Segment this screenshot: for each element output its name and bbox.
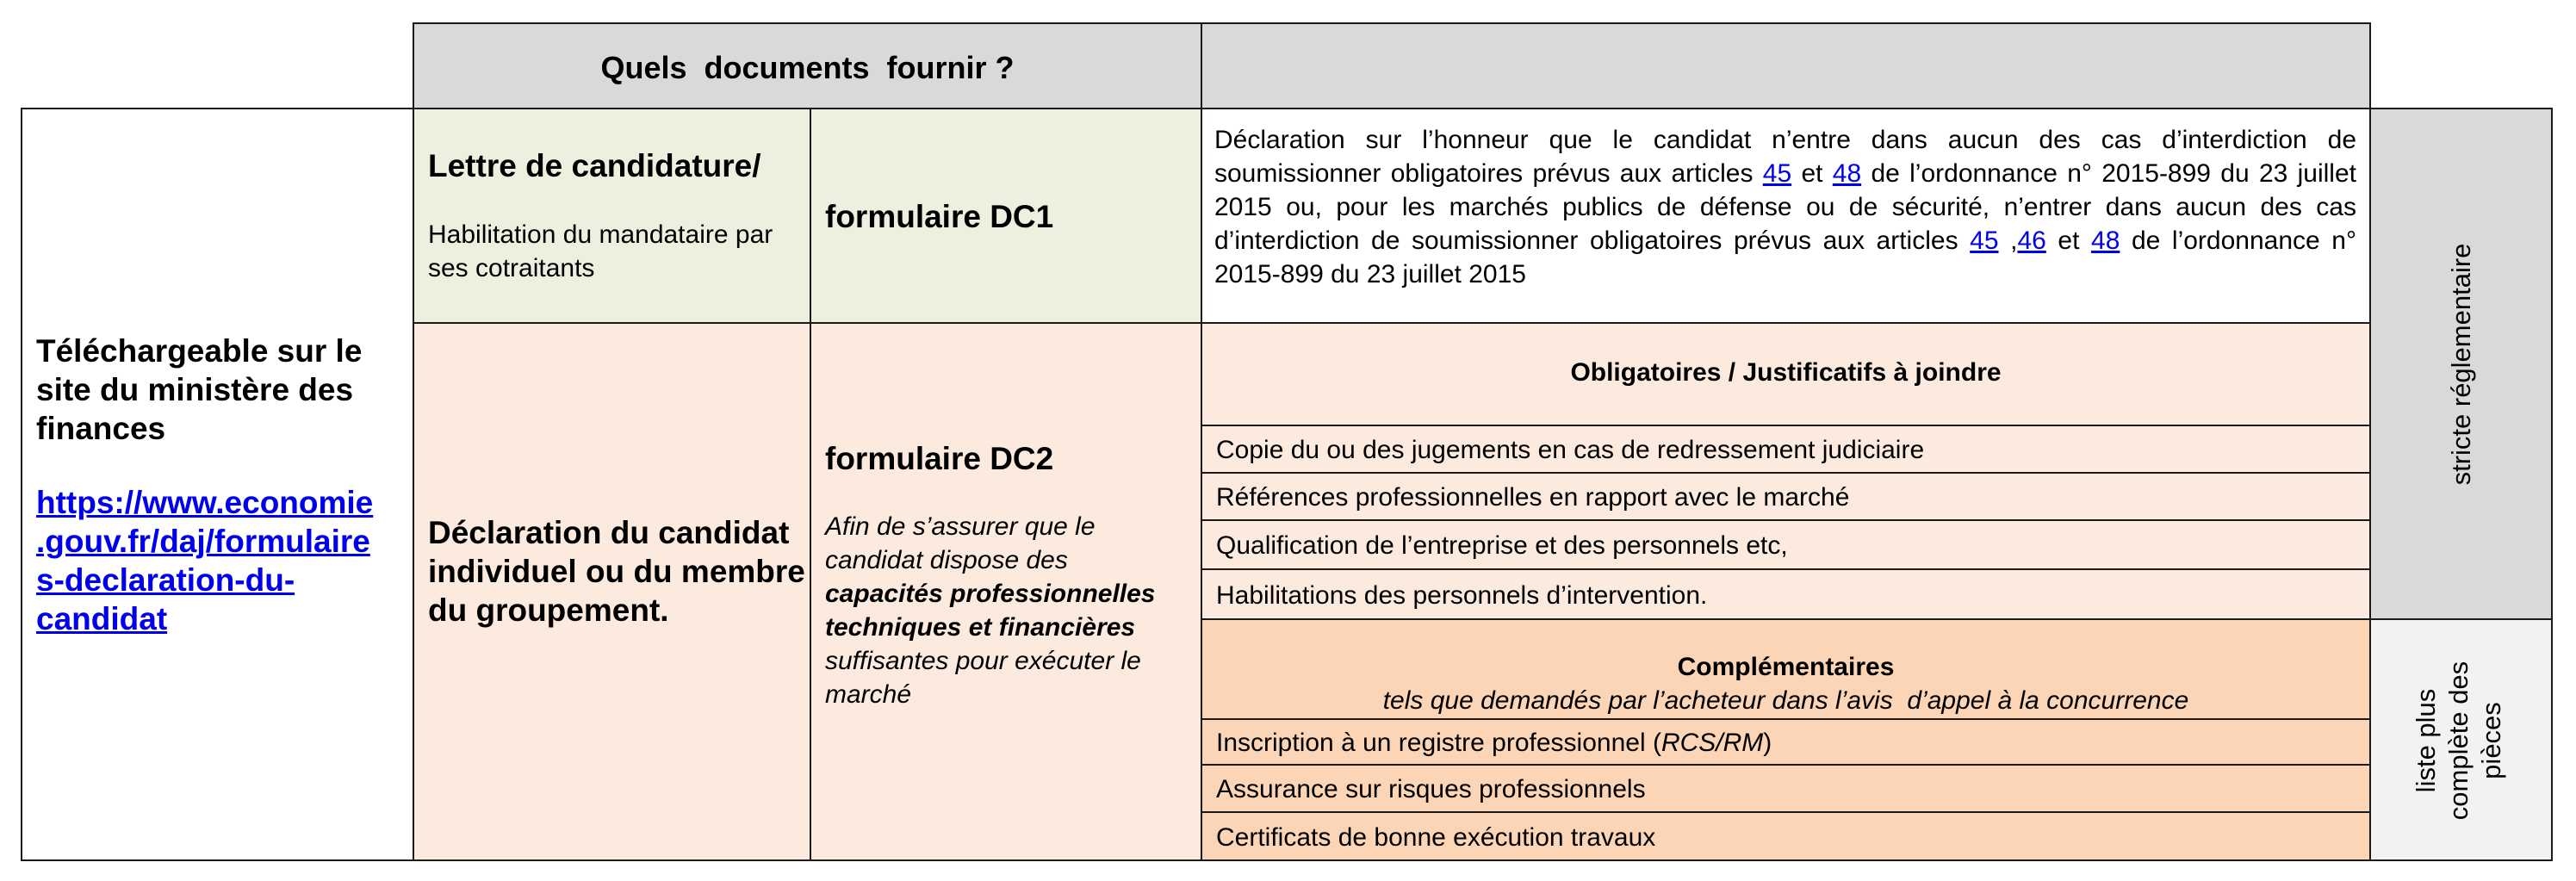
side-label-complete-line-3: pièces — [2476, 702, 2506, 779]
header-title-cell — [413, 22, 1202, 110]
registry-italic: RCS/RM — [1660, 729, 1764, 757]
dc2-doc-title: Déclaration du candidat individuel ou du membre du groupement. — [428, 515, 805, 628]
download-text: Téléchargeable sur le site du ministère des finances — [36, 333, 363, 446]
complementary-item-row — [1201, 718, 2371, 766]
complementary-heading: Complémentaires — [1677, 653, 1895, 681]
side-label-cell-regulatory — [2369, 108, 2553, 620]
dc2-desc-bold: capacités professionnelles techniques et financières — [825, 580, 1156, 642]
decl-part-4: , — [1998, 226, 2018, 255]
url-line-3[interactable]: s-declaration-du- — [36, 562, 295, 598]
registry-part-2: ) — [1763, 729, 1772, 757]
complementary-heading-cell — [1201, 618, 2371, 720]
registry-part-1: Inscription à un registre professionnel ( — [1216, 729, 1661, 757]
header-empty-cell — [1201, 22, 2371, 110]
side-label-complete-line-2: complète des — [2443, 661, 2474, 821]
download-cell — [21, 108, 415, 861]
download-url — [36, 483, 415, 638]
complementary-item-text — [1202, 728, 1772, 759]
mandatory-item-row — [1201, 519, 2371, 570]
decl-part-3: de l’ordonnance n° 2015-899 du 23 juillet 2015 ou, pour les marchés publics de défense ou de sécurité, n’entrer dans aucun des cas d’interdiction de soumissionner obligatoires prévus aux articles — [1214, 159, 2356, 255]
dc1-declaration-text — [1214, 123, 2356, 291]
dc2-desc-part-2: suffisantes pour exécuter le marché — [825, 647, 1141, 709]
link-article-45-defense[interactable]: 45 — [1970, 226, 1999, 255]
decl-part-6: de l’ordonnance n° 2015-899 du 23 juillet 2015 — [1214, 226, 2356, 288]
url-line-1[interactable]: https://www.economie — [36, 485, 374, 520]
decl-part-5: et — [2045, 226, 2092, 255]
link-article-46[interactable]: 46 — [2017, 226, 2046, 255]
dc1-doc-sub: Habilitation du mandataire par ses cotraitants — [428, 220, 773, 282]
mandatory-item-row — [1201, 568, 2371, 620]
complementary-item-row — [1201, 811, 2371, 861]
dc1-doc-cell — [413, 108, 811, 324]
side-label-complete — [2410, 620, 2511, 861]
mandatory-item-text: Habilitations des personnels d’intervention. — [1216, 581, 1708, 610]
dc2-form-label: formulaire DC2 — [825, 441, 1054, 476]
dc2-form-cell — [810, 322, 1202, 861]
complementary-subheading: tels que demandés par l’acheteur dans l’avis d’appel à la concurrence — [1382, 686, 2189, 715]
dc1-form-label: formulaire DC1 — [825, 199, 1054, 234]
complementary-item-row — [1201, 764, 2371, 813]
mandatory-heading: Obligatoires / Justificatifs à joindre — [1570, 358, 2002, 387]
url-line-2[interactable]: .gouv.fr/daj/formulaire — [36, 524, 370, 559]
side-label-regulatory: stricte réglementaire — [2446, 243, 2476, 486]
link-article-48-defense[interactable]: 48 — [2091, 226, 2120, 255]
side-label-complete-line-1: liste plus — [2411, 688, 2441, 793]
dc1-doc-title: Lettre de candidature/ — [428, 148, 761, 183]
decl-part-1: Déclaration sur l’honneur que le candidat n’entre dans aucun des cas d’interdiction de soumissionner obligatoires prévus aux articles — [1214, 126, 2356, 188]
link-article-48[interactable]: 48 — [1832, 159, 1862, 188]
dc2-doc-cell — [413, 322, 811, 861]
complementary-item-text: Certificats de bonne exécution travaux — [1216, 823, 1656, 852]
dc2-description — [825, 510, 1187, 711]
header-title: Quels documents fournir ? — [600, 50, 1015, 85]
mandatory-item-row — [1201, 472, 2371, 521]
complementary-item-text: Assurance sur risques professionnels — [1216, 775, 1646, 803]
decl-part-2: et — [1791, 159, 1833, 188]
mandatory-item-text: Qualification de l’entreprise et des personnels etc, — [1216, 531, 1788, 560]
dc2-desc-part-1: Afin de s’assurer que le candidat dispose des — [825, 512, 1096, 574]
mandatory-item-text: Copie du ou des jugements en cas de redressement judiciaire — [1216, 436, 1925, 464]
url-line-4[interactable]: candidat — [36, 601, 168, 636]
mandatory-item-row — [1201, 425, 2371, 474]
side-label-cell-complete — [2369, 618, 2553, 861]
dc1-form-cell — [810, 108, 1202, 324]
link-article-45[interactable]: 45 — [1762, 159, 1792, 188]
mandatory-item-text: Références professionnelles en rapport avec le marché — [1216, 483, 1850, 512]
dc1-declaration-cell — [1201, 108, 2371, 324]
mandatory-heading-cell — [1201, 322, 2371, 426]
